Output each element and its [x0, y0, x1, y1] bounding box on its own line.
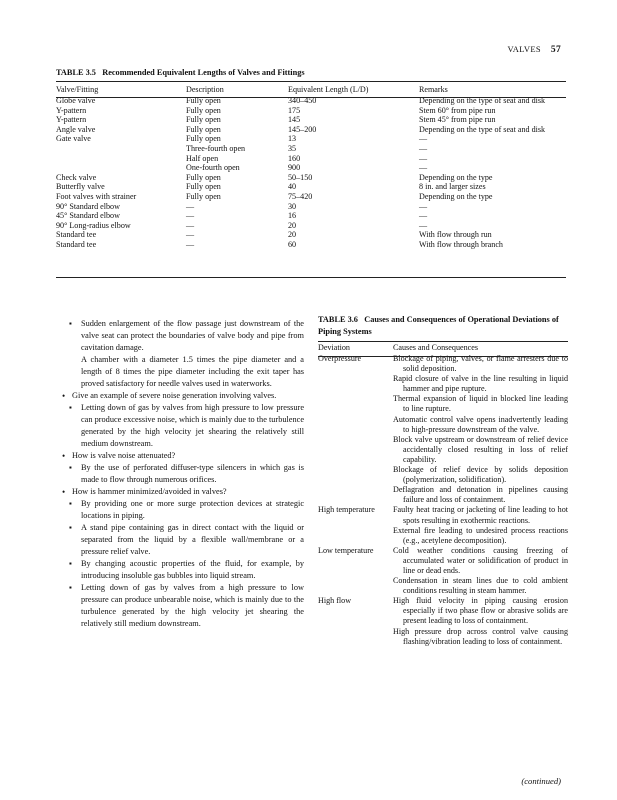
deviation-label: Overpressure — [318, 354, 362, 363]
table-cell: — — [419, 143, 428, 153]
table-cell: — — [186, 239, 195, 249]
running-head — [507, 44, 561, 55]
table-cell: — — [186, 201, 195, 211]
answer-bullet: ▪ By providing one or more surge protection devices at strategic locations in piping. — [62, 498, 304, 522]
table-row — [56, 202, 566, 212]
table-3-5-header-cell: Description — [186, 85, 224, 94]
table-3-5-title: Recommended Equivalent Lengths of Valves and Fittings — [102, 68, 305, 77]
table-cell: 145–200 — [288, 124, 317, 134]
table-cell: — — [186, 220, 195, 230]
deviation-label: Low temperature — [318, 545, 374, 555]
table-cell: 160 — [288, 153, 301, 163]
table-3-5-body — [56, 96, 566, 250]
table-cell: 90° Long-radius elbow — [56, 220, 131, 230]
table-3-5-header-rule — [56, 97, 566, 98]
table-cell: Standard tee — [56, 230, 97, 240]
question-bullet: • Give an example of severe noise generation involving valves. — [62, 390, 304, 402]
table-cell: 35 — [288, 143, 297, 153]
table-cell: Foot valves with strainer — [56, 191, 137, 201]
deviation-group — [318, 546, 568, 596]
table-cell: 16 — [288, 211, 297, 221]
table-cell: 175 — [288, 105, 301, 115]
table-3-5-header-cell: Equivalent Length (L/D) — [288, 85, 369, 94]
table-cell: — — [186, 211, 195, 221]
continued-note: (continued) — [521, 776, 561, 786]
consequence-item: Automatic control valve opens inadvertently leading to high-pressure downstream of the valve. — [393, 414, 568, 434]
table-cell: Fully open — [186, 134, 221, 144]
table-cell: 60 — [288, 239, 297, 249]
table-cell: 20 — [288, 220, 297, 230]
consequence-item: Faulty heat tracing or jacketing of line leading to hot spots resulting in exothermic reactions. — [393, 505, 568, 525]
table-3-5 — [56, 84, 566, 250]
table-cell: One-fourth open — [186, 163, 240, 173]
table-cell: Depending on the type — [419, 191, 493, 201]
table-3-5-bottom-rule — [56, 277, 566, 278]
table-cell: 900 — [288, 163, 301, 173]
table-3-6-header-deviation: Deviation — [318, 343, 350, 352]
table-row — [56, 240, 566, 250]
table-row — [56, 173, 566, 183]
page-number: 57 — [550, 45, 561, 55]
table-cell: Fully open — [186, 172, 221, 182]
table-cell: — — [419, 153, 428, 163]
consequence-item: Blockage of piping, valves, or flame arresters due to solid deposition. — [393, 354, 568, 374]
table-cell: 90° Standard elbow — [56, 201, 120, 211]
table-cell: Stem 45° from pipe run — [419, 115, 496, 125]
table-cell: Angle valve — [56, 124, 96, 134]
table-cell: Standard tee — [56, 239, 97, 249]
table-cell: Depending on the type — [419, 172, 493, 182]
table-3-6-header-causes: Causes and Consequences — [393, 343, 478, 352]
table-cell: With flow through branch — [419, 239, 503, 249]
table-row — [56, 182, 566, 192]
table-cell: Three-fourth open — [186, 143, 246, 153]
table-cell: Depending on the type of seat and disk — [419, 124, 546, 134]
table-cell: Globe valve — [56, 96, 96, 105]
deviation-label: High flow — [318, 596, 352, 606]
answer-bullet: ▪ By changing acoustic properties of the fluid, for example, by introducing insoluble gas bubbles into liquid stream. — [62, 558, 304, 582]
table-cell: — — [419, 134, 428, 144]
consequence-item: High fluid velocity in piping causing erosion especially if two phase flow or abrasive solids are present leading to loss of containment. — [393, 596, 568, 626]
table-row — [56, 106, 566, 116]
table-cell: 45° Standard elbow — [56, 211, 120, 221]
consequence-item: Cold weather conditions causing freezing of accumulated water or solidification of product in line or dead ends. — [393, 545, 568, 575]
table-cell: — — [186, 230, 195, 240]
table-cell: 50–150 — [288, 172, 313, 182]
table-3-5-caption — [56, 68, 305, 77]
table-3-5-header-cell: Valve/Fitting — [56, 85, 99, 94]
table-3-6-title: Causes and Consequences of Operational Deviations of Piping Systems — [318, 315, 559, 336]
table-cell: — — [419, 201, 428, 211]
answer-bullet: ▪ A stand pipe containing gas in direct contact with the liquid or separated from the liquid by a flexible wall/membrane or a pressure relief valve. — [62, 522, 304, 558]
table-row — [56, 192, 566, 202]
table-cell: 40 — [288, 182, 297, 192]
table-cell: 30 — [288, 201, 297, 211]
table-cell: Half open — [186, 153, 219, 163]
deviation-label: High temperature — [318, 505, 375, 515]
deviation-group — [318, 505, 568, 545]
table-cell: 8 in. and larger sizes — [419, 182, 486, 192]
table-cell: With flow through run — [419, 230, 492, 240]
table-row — [56, 154, 566, 164]
table-3-5-header-cell: Remarks — [419, 85, 448, 94]
table-row — [56, 230, 566, 240]
table-cell: — — [419, 163, 428, 173]
answer-bullet: ▪ By the use of perforated diffuser-type silencers in which gas is made to flow through numerous orifices. — [62, 462, 304, 486]
table-cell: — — [419, 220, 428, 230]
table-cell: Y-pattern — [56, 105, 87, 115]
table-row — [56, 211, 566, 221]
table-3-6-label: TABLE 3.6 — [318, 315, 358, 324]
table-cell: Fully open — [186, 124, 221, 134]
table-cell: Y-pattern — [56, 115, 87, 125]
consequence-item: Condensation in steam lines due to cold ambient conditions resulting in steam hammer. — [393, 576, 568, 596]
question-bullet: • How is valve noise attenuated? — [62, 450, 304, 462]
table-row — [56, 163, 566, 173]
table-cell: Fully open — [186, 115, 221, 125]
table-row — [56, 221, 566, 231]
table-3-5-top-rule — [56, 81, 566, 82]
table-3-6-header — [318, 342, 568, 354]
deviation-group — [318, 596, 568, 646]
consequence-item: High pressure drop across control valve causing flashing/vibration leading to loss of containment. — [393, 626, 568, 646]
table-cell: Butterfly valve — [56, 182, 105, 192]
table-3-5-header — [56, 84, 566, 96]
table-cell: 13 — [288, 134, 297, 144]
consequence-item: Blockage of relief device by solids deposition (polymerization, solidification). — [393, 465, 568, 485]
running-head-section: VALVES — [507, 44, 541, 54]
table-3-6-caption — [318, 314, 568, 338]
table-cell: Fully open — [186, 191, 221, 201]
deviation-group — [318, 354, 568, 505]
table-row — [56, 144, 566, 154]
answer-bullet: ▪ Letting down of gas by valves from high pressure to low pressure can produce excessive noise, which is mainly due to the turbulence generated by the high velocity jet shearing the relatively still medium downstream. — [62, 402, 304, 450]
answer-continuation: A chamber with a diameter 1.5 times the pipe diameter and a length of 8 times the pipe diameter including the exit taper has proved satisfactory for needle valves used in waterworks. — [81, 355, 304, 388]
table-3-6-header-rule — [318, 356, 568, 357]
consequence-item: Block valve upstream or downstream of relief device accidentally closed resulting in loss of relief capability. — [393, 434, 568, 464]
table-cell: Fully open — [186, 96, 221, 105]
table-cell: Fully open — [186, 182, 221, 192]
table-cell: 340–450 — [288, 96, 317, 105]
table-3-6 — [318, 342, 568, 647]
table-cell: Fully open — [186, 105, 221, 115]
answer-bullet: ▪ Letting down of gas by valves from a high pressure to low pressure can produce unbearable noise, which is mainly due to the turbulence generated by the high velocity jet shearing the relatively still medium downstream. — [62, 582, 304, 630]
consequence-item: Thermal expansion of liquid in blocked line leading to line rupture. — [393, 394, 568, 414]
table-cell: 20 — [288, 230, 297, 240]
consequence-item: Deflagration and detonation in pipelines causing failure and loss of containment. — [393, 485, 568, 505]
table-row — [56, 125, 566, 135]
table-3-6-body — [318, 354, 568, 647]
table-cell: Check valve — [56, 172, 97, 182]
table-cell: — — [419, 211, 428, 221]
table-cell: 75–420 — [288, 191, 313, 201]
table-cell: 145 — [288, 115, 301, 125]
table-row — [56, 115, 566, 125]
table-cell: Gate valve — [56, 134, 91, 144]
table-row — [56, 134, 566, 144]
table-cell: Depending on the type of seat and disk — [419, 96, 546, 105]
consequence-item: Rapid closure of valve in the line resulting in liquid hammer and pipe rupture. — [393, 374, 568, 394]
question-bullet: • How is hammer minimized/avoided in valves? — [62, 486, 304, 498]
table-cell: Stem 60° from pipe run — [419, 105, 496, 115]
answer-bullet: ▪ Sudden enlargement of the flow passage just downstream of the valve seat can protect the boundaries of valve body and pipe from cavitation damage. — [62, 318, 304, 354]
body-text-column — [62, 318, 304, 630]
table-3-5-label: TABLE 3.5 — [56, 68, 96, 77]
consequence-item: External fire leading to undesired process reactions (e.g., acetylene decomposition). — [393, 525, 568, 545]
